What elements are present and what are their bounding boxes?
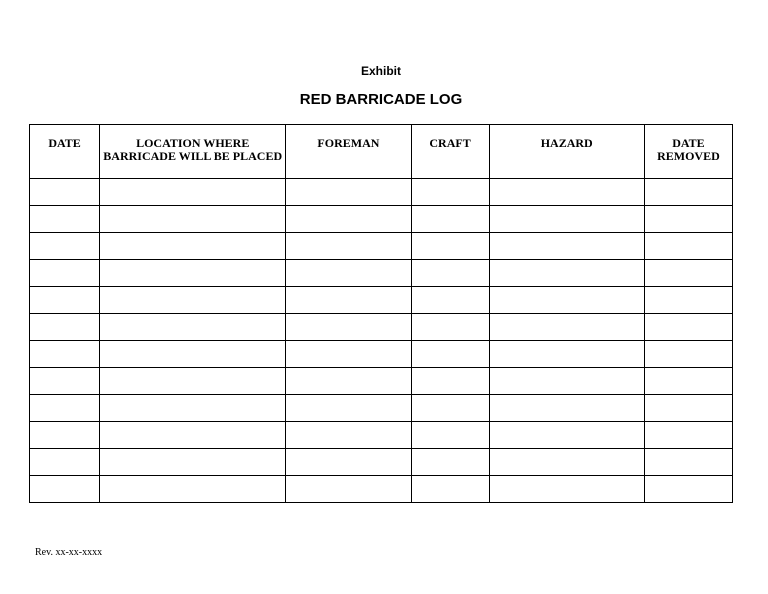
cell-date-removed[interactable]	[644, 449, 732, 476]
table-row	[30, 476, 733, 503]
table-row	[30, 422, 733, 449]
cell-date[interactable]	[30, 260, 100, 287]
cell-location[interactable]	[100, 314, 286, 341]
cell-location[interactable]	[100, 476, 286, 503]
cell-date-removed[interactable]	[644, 422, 732, 449]
cell-date-removed[interactable]	[644, 179, 732, 206]
exhibit-label: Exhibit	[360, 64, 401, 78]
cell-location[interactable]	[100, 368, 286, 395]
cell-foreman[interactable]	[286, 233, 411, 260]
cell-foreman[interactable]	[286, 260, 411, 287]
table-row	[30, 341, 733, 368]
cell-date[interactable]	[30, 179, 100, 206]
cell-foreman[interactable]	[286, 368, 411, 395]
cell-location[interactable]	[100, 206, 286, 233]
cell-hazard[interactable]	[489, 368, 644, 395]
date-removed-header-line: DATE REMOVED	[657, 136, 720, 163]
cell-date-removed[interactable]	[644, 395, 732, 422]
cell-hazard[interactable]	[489, 233, 644, 260]
cell-location[interactable]	[100, 341, 286, 368]
cell-location[interactable]	[100, 233, 286, 260]
cell-location[interactable]	[100, 260, 286, 287]
cell-craft[interactable]	[411, 368, 489, 395]
table-row	[30, 395, 733, 422]
cell-date[interactable]	[30, 368, 100, 395]
column-header-date: DATE	[30, 125, 100, 179]
cell-date[interactable]	[30, 341, 100, 368]
column-header-location	[100, 125, 286, 179]
table-row	[30, 260, 733, 287]
cell-date-removed[interactable]	[644, 476, 732, 503]
table-row	[30, 206, 733, 233]
column-header-foreman: FOREMAN	[286, 125, 411, 179]
cell-date[interactable]	[30, 422, 100, 449]
cell-craft[interactable]	[411, 287, 489, 314]
cell-craft[interactable]	[411, 260, 489, 287]
table-row	[30, 314, 733, 341]
location-header-line: LOCATION WHERE BARRICADE WILL BE PLACED	[103, 136, 283, 163]
table-header-row	[30, 125, 733, 179]
table-row	[30, 233, 733, 260]
table-row	[30, 287, 733, 314]
cell-foreman[interactable]	[286, 179, 411, 206]
cell-location[interactable]	[100, 422, 286, 449]
cell-craft[interactable]	[411, 206, 489, 233]
cell-hazard[interactable]	[489, 449, 644, 476]
table-row	[30, 179, 733, 206]
cell-location[interactable]	[100, 449, 286, 476]
cell-date-removed[interactable]	[644, 368, 732, 395]
cell-date-removed[interactable]	[644, 206, 732, 233]
table-row	[30, 368, 733, 395]
cell-hazard[interactable]	[489, 395, 644, 422]
cell-craft[interactable]	[411, 476, 489, 503]
cell-hazard[interactable]	[489, 476, 644, 503]
cell-foreman[interactable]	[286, 341, 411, 368]
column-header-hazard: HAZARD	[489, 125, 644, 179]
cell-foreman[interactable]	[286, 476, 411, 503]
cell-hazard[interactable]	[489, 179, 644, 206]
cell-craft[interactable]	[411, 179, 489, 206]
cell-craft[interactable]	[411, 422, 489, 449]
cell-location[interactable]	[100, 179, 286, 206]
cell-foreman[interactable]	[286, 314, 411, 341]
cell-foreman[interactable]	[286, 206, 411, 233]
cell-hazard[interactable]	[489, 206, 644, 233]
barricade-log-table	[29, 124, 733, 503]
cell-date[interactable]	[30, 314, 100, 341]
cell-craft[interactable]	[411, 449, 489, 476]
cell-foreman[interactable]	[286, 422, 411, 449]
cell-hazard[interactable]	[489, 314, 644, 341]
cell-hazard[interactable]	[489, 260, 644, 287]
cell-foreman[interactable]	[286, 287, 411, 314]
cell-hazard[interactable]	[489, 287, 644, 314]
cell-hazard[interactable]	[489, 341, 644, 368]
cell-date[interactable]	[30, 233, 100, 260]
cell-date-removed[interactable]	[644, 287, 732, 314]
cell-location[interactable]	[100, 287, 286, 314]
cell-date[interactable]	[30, 449, 100, 476]
cell-craft[interactable]	[411, 341, 489, 368]
cell-craft[interactable]	[411, 314, 489, 341]
cell-foreman[interactable]	[286, 449, 411, 476]
cell-date[interactable]	[30, 287, 100, 314]
cell-date-removed[interactable]	[644, 314, 732, 341]
cell-craft[interactable]	[411, 233, 489, 260]
column-header-date-removed	[644, 125, 732, 179]
cell-date-removed[interactable]	[644, 341, 732, 368]
cell-date-removed[interactable]	[644, 233, 732, 260]
cell-foreman[interactable]	[286, 395, 411, 422]
cell-hazard[interactable]	[489, 422, 644, 449]
cell-date-removed[interactable]	[644, 260, 732, 287]
table-row	[30, 449, 733, 476]
cell-date[interactable]	[30, 476, 100, 503]
page-title: RED BARRICADE LOG	[299, 91, 463, 108]
cell-location[interactable]	[100, 395, 286, 422]
column-header-craft: CRAFT	[411, 125, 489, 179]
revision-note: Rev. xx-xx-xxxx	[35, 547, 103, 558]
cell-date[interactable]	[30, 395, 100, 422]
cell-date[interactable]	[30, 206, 100, 233]
cell-craft[interactable]	[411, 395, 489, 422]
table-body	[30, 179, 733, 503]
